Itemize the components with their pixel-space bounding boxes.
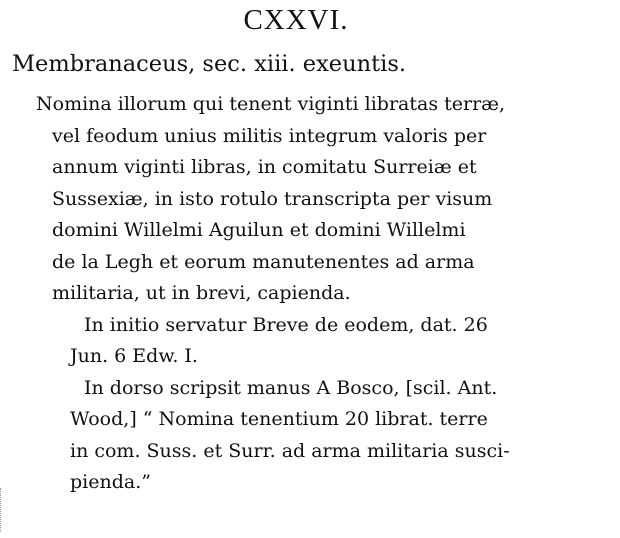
margin-scan-mark [0,488,4,532]
paragraph-2-line-1: In initio servatur Breve de eodem, dat. 26 [84,313,488,336]
paragraph-1-line-5: domini Willelmi Aguilun et domini Willelmi [52,219,466,241]
paragraph-1-line-4: Sussexiæ, in isto rotulo transcripta per visum [52,187,493,210]
paragraph-3-line-3: in com. Suss. et Surr. ad arma militaria susci- [70,439,510,462]
paragraph-1-line-1: Nomina illorum qui tenent viginti libratas terræ, [36,93,506,115]
paragraph-1-line-7: militaria, ut in brevi, capienda. [52,282,351,304]
entry-number-heading: CXXVI. [243,4,349,36]
paragraph-3-line-4: pienda.” [70,471,151,493]
paragraph-3-line-1: In dorso scripsit manus A Bosco, [scil. Ant. [84,376,498,399]
paragraph-2-line-2: Jun. 6 Edw. I. [70,345,198,367]
entry-body [0,89,620,499]
paragraph-3-line-2: Wood,] “ Nomina tenentium 20 librat. terre [70,408,488,430]
manuscript-description: Membranaceus, sec. xiii. exeuntis. [12,51,407,77]
paragraph-1-line-3: annum viginti libras, in comitatu Surreiæ et [52,156,477,178]
paragraph-1-line-2: vel feodum unius militis integrum valoris per [52,124,487,147]
paragraph-1-line-6: de la Legh et eorum manutenentes ad arma [52,250,475,273]
